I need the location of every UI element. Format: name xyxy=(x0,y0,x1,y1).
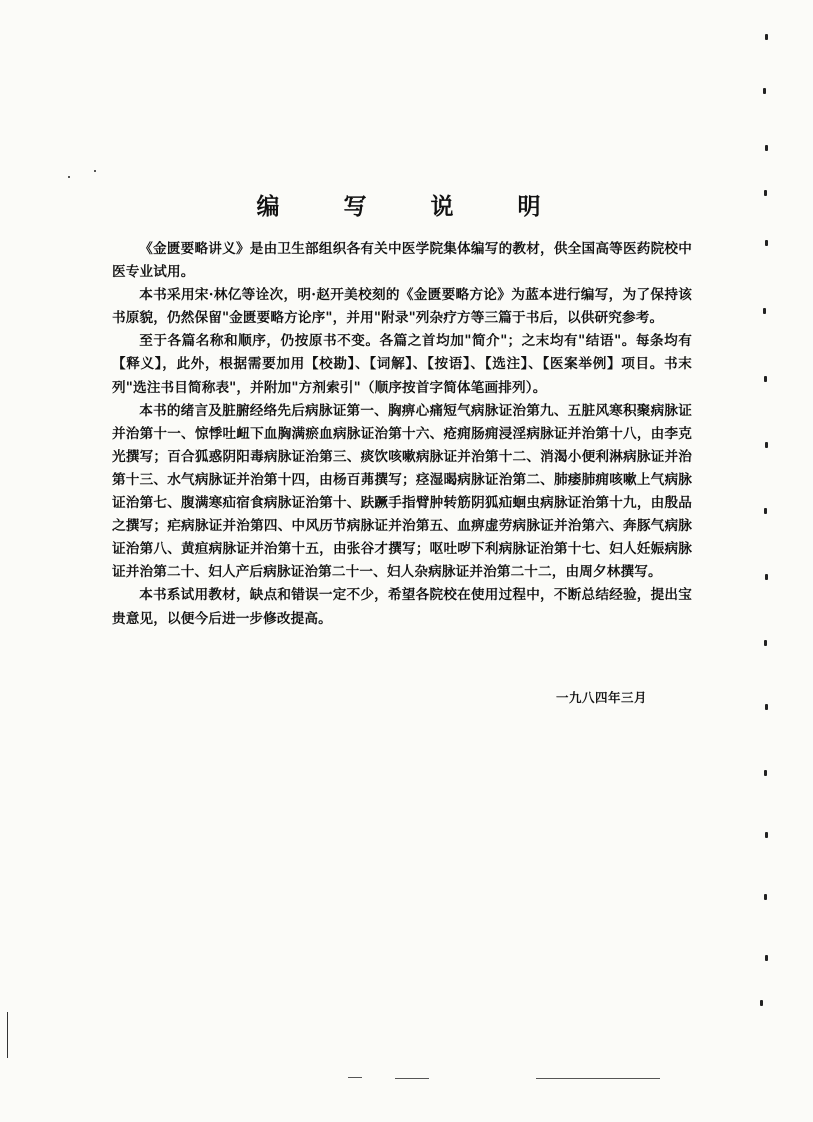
scan-line xyxy=(395,1078,429,1079)
paragraph-structure: 至于各篇名称和顺序，仍按原书不变。各篇之首均加"简介"；之末均有"结语"。每条均有【释义】，此外，根据需要加用【校勘】、【词解】、【按语】、【选注】、【医案举例】项目。书末列"选注书目简称表"，并附加"方剂索引"（顺序按首字简体笔画排列）。 xyxy=(112,333,692,396)
scan-line xyxy=(536,1078,660,1079)
binding-mark xyxy=(765,574,768,580)
binding-mark xyxy=(765,704,768,710)
binding-mark xyxy=(764,640,767,646)
paragraph-authors: 本书的绪言及脏腑经络先后病脉证第一、胸痹心痛短气病脉证治第九、五脏风寒积聚病脉证并治第十一、惊悸吐衄下血胸满瘀血病脉证治第十六、疮痈肠痈浸淫病脉证并治第十八，由李克光撰写；百合狐惑阴阳毒病脉证治第三、痰饮咳嗽病脉证并治第十二、消渴小便利淋病脉证并治第十三、水气病脉证并治第十四，由杨百茀撰写；痉湿暍病脉证治第二、肺痿肺痈咳嗽上气病脉证治第七、腹满寒疝宿食病脉证治第十、趺蹶手指臂肿转筋阴狐疝蛔虫病脉证治第十九，由殷品之撰写；疟病脉证并治第四、中风历节病脉证并治第五、血痹虚劳病脉证并治第六、奔豚气病脉证治第八、黄疸病脉证并治第十五，由张谷才撰写；呕吐哕下利病脉证治第十七、妇人妊娠病脉证并治第二十、妇人产后病脉证治第二十一、妇人杂病脉证并治第二十二，由周夕林撰写。 xyxy=(112,402,692,581)
binding-mark xyxy=(764,894,767,900)
paragraph-intro: 《金匮要略讲义》是由卫生部组织各有关中医学院集体编写的教材，供全国高等医药院校中医专业试用。 xyxy=(112,241,692,281)
binding-mark xyxy=(765,442,768,448)
binding-mark xyxy=(760,1000,763,1006)
body-text xyxy=(112,238,692,631)
binding-mark xyxy=(764,190,767,196)
date-line: 一九八四年三月 xyxy=(556,690,648,705)
paragraph-feedback: 本书系试用教材，缺点和错误一定不少，希望各院校在使用过程中，不断总结经验，提出宝贵意见，以便今后进一步修改提高。 xyxy=(112,587,692,627)
binding-mark xyxy=(763,88,766,94)
scan-speck xyxy=(94,170,96,172)
scan-line xyxy=(348,1077,362,1078)
page-title: 编 写 说 明 xyxy=(256,193,569,220)
binding-mark xyxy=(764,770,767,776)
binding-mark xyxy=(765,240,768,246)
binding-mark xyxy=(765,955,768,961)
binding-mark xyxy=(764,508,767,514)
paragraph-source-edition: 本书采用宋·林亿等诠次，明·赵开美校刻的《金匮要略方论》为蓝本进行编写，为了保持该书原貌，仍然保留"金匮要略方论序"，并用"附录"列杂疗方等三篇于书后，以供研究参考。 xyxy=(112,287,692,327)
binding-mark xyxy=(765,145,768,151)
binding-mark xyxy=(764,376,767,382)
binding-mark xyxy=(763,308,766,314)
scan-edge-line xyxy=(7,1012,8,1058)
binding-mark xyxy=(765,832,768,838)
binding-mark xyxy=(765,34,768,40)
scan-speck xyxy=(68,176,70,178)
